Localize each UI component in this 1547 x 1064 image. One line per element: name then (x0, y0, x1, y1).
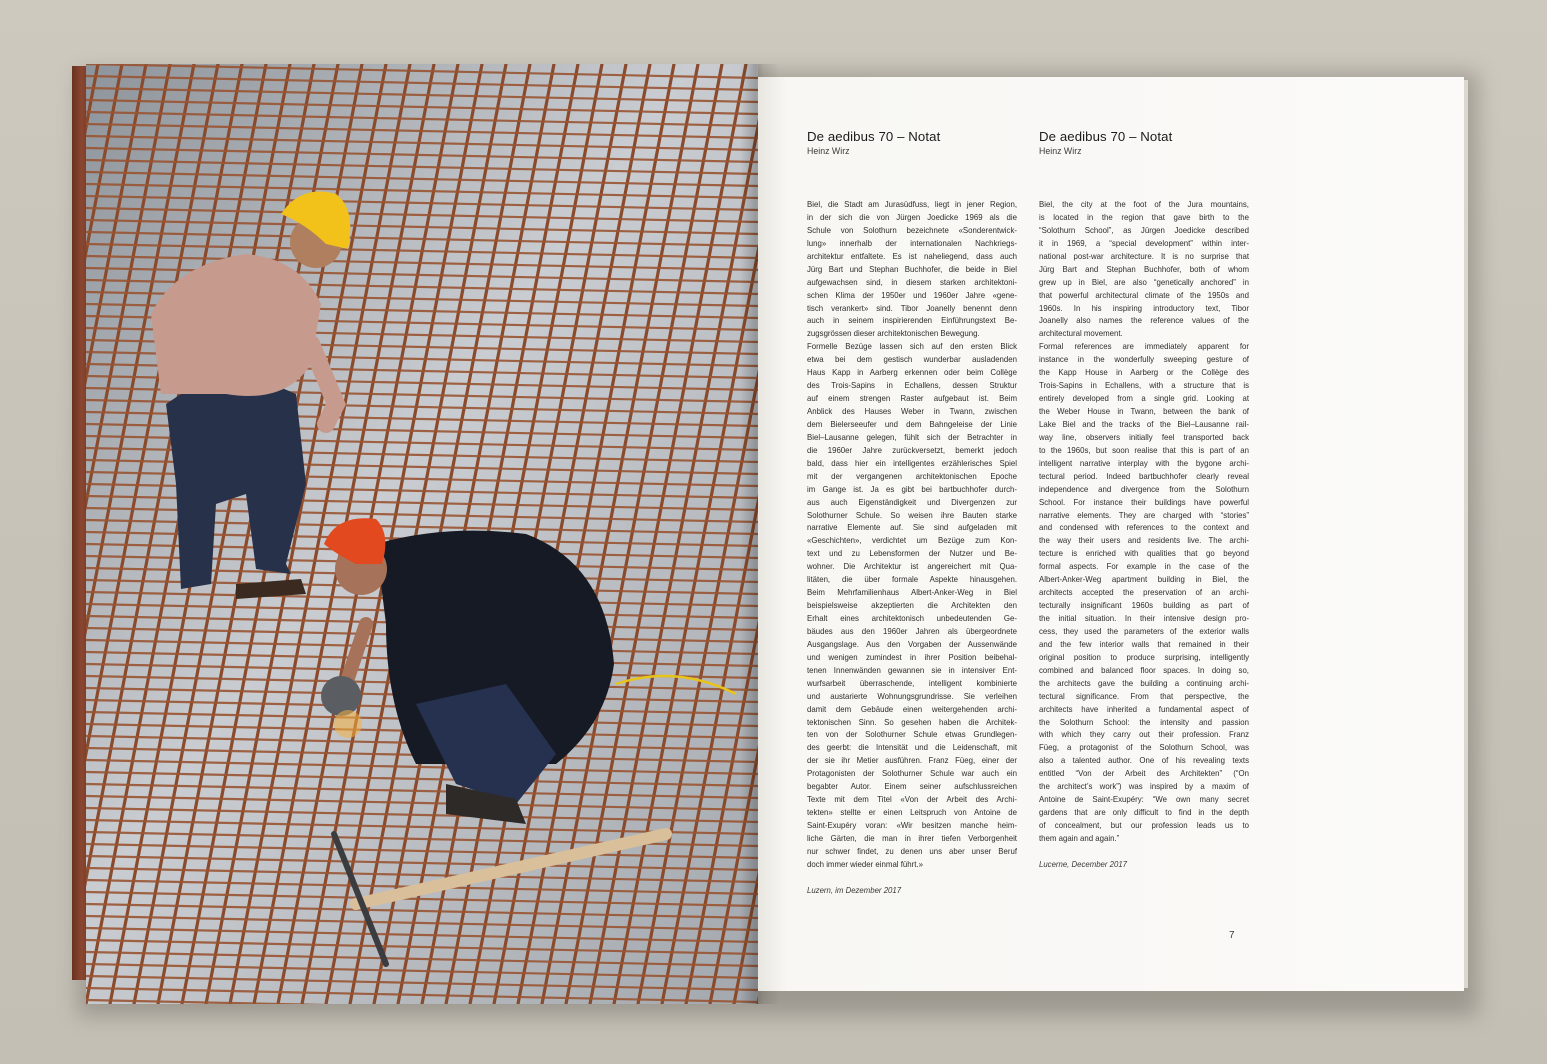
text-line: and the few interior walls that remained in their (1039, 639, 1249, 649)
text-line: School. For instance their buildings have powerful (1039, 497, 1249, 507)
german-column (807, 129, 1017, 897)
text-line: lung» innerhalb der internationalen Nachkriegs- (807, 238, 1017, 248)
text-line: with which they carry out their profession. Franz (1039, 730, 1249, 740)
text-line: the Kapp House in Aarberg or the Collège des (1039, 368, 1249, 378)
text-line: dem Bielerseeufer und dem Bahngeleise der Linie (807, 419, 1017, 429)
text-line: independence and divergence from the Solothurn (1039, 484, 1249, 494)
text-line: entirely developed from a single grid. Looking at (1039, 394, 1249, 404)
text-line: text und zu Lebensformen der Nutzer und Be- (807, 549, 1017, 559)
text-line: Ausgangslage. Aus den Vorgaben der Aussenwände (807, 639, 1017, 649)
text-line: architects accepted the preservation of an archi- (1039, 588, 1249, 598)
text-line: etwa bei dem gestisch wunderbar ausladenden (807, 355, 1017, 365)
text-line: Biel, die Stadt am Jurasüdfuss, liegt in jener Region, (807, 200, 1017, 209)
text-line: “Solothurn School”, as Jürgen Joedicke described (1039, 225, 1249, 235)
text-line: is located in the region that gave birth to the (1039, 212, 1249, 222)
angle-grinder (321, 676, 361, 716)
text-line: in der sich die von Jürgen Joedicke 1969 als die (807, 212, 1017, 222)
text-line: Protagonisten der Solothurner Schule war auch ein (807, 769, 1017, 779)
text-line: und austarierte Wohnungsgrundrisse. Sie verleihen (807, 691, 1017, 701)
text-line: Lake Biel and the tracks of the Biel–Lausanne rail- (1039, 419, 1249, 429)
text-line: Anblick des Hauses Weber in Twann, zwischen (807, 407, 1017, 416)
text-line: the architect’s work”) was inspired by a maxim of (1039, 782, 1249, 792)
page-number: 7 (1229, 930, 1235, 941)
text-line: des Trois-Sapins in Echallens, dessen Struktur (807, 381, 1017, 391)
grinder-sparks (334, 710, 362, 738)
text-line: the architects gave the building a continuing archi- (1039, 678, 1249, 688)
text-line: intelligent narrative interplay with the bygone archi- (1039, 458, 1249, 468)
text-line: beispielsweise akzeptierten die Architekten den (807, 601, 1017, 611)
text-line: and condensed with references to the context and (1039, 523, 1249, 533)
text-line: also a talented author. One of his revealing texts (1039, 756, 1249, 766)
text-line: tecture is enriched with qualities that go beyond (1039, 549, 1249, 559)
text-line: Solothurner Schule. So weisen ihre Bauten starke (807, 510, 1017, 520)
text-line: ten von der Solothurner Schule etwas Grundlegen- (807, 730, 1017, 740)
german-title: De aedibus 70 – Notat (807, 129, 941, 144)
text-line: und wenigen zumindest in ihrer Position beibehal- (807, 652, 1017, 662)
english-body-text (1039, 199, 1249, 846)
text-line: tecturally insignificant 1960s building as part of (1039, 601, 1249, 611)
left-page-photo (86, 64, 758, 1004)
text-line: damit dem Gebäude einen weitergehenden archi- (807, 704, 1017, 714)
german-signoff: Luzern, im Dezember 2017 (807, 885, 902, 895)
text-line: nur schwer findet, zu denen uns aber unser Beruf (807, 846, 1017, 856)
text-line: it in 1969, a “special development” within inter- (1039, 238, 1249, 248)
text-line: Jürg Bart und Stephan Buchhofer, die beide in Biel (807, 264, 1017, 274)
text-line: tectural significance. From that perspective, the (1039, 691, 1249, 701)
text-line: Schule von Solothurn bezeichnete «Sonderentwick- (807, 225, 1017, 235)
english-title: De aedibus 70 – Notat (1039, 129, 1173, 144)
text-line: architectural movement. (1039, 329, 1123, 339)
text-line: bäudes aus den 1960er Jahren als übergeordnete (807, 626, 1017, 636)
text-line: the Solothurn School: the intensity and passion (1039, 717, 1249, 727)
text-line: the initial situation. In their intensive design pro- (1039, 614, 1249, 623)
text-line: national post-war architecture. It is no surprise that (1039, 251, 1249, 261)
text-line: formal aspects. For example in the case of the (1039, 562, 1249, 572)
english-author: Heinz Wirz (1039, 146, 1082, 156)
text-line: Formal references are immediately apparent for (1039, 342, 1249, 352)
text-line: Biel–Lausanne gelegen, fühlt sich der Betrachter in (807, 432, 1017, 442)
text-line: bald, dass hier ein intelligentes erzählerisches Spiel (807, 458, 1017, 468)
text-line: tectural period. Indeed bartbuchhofer clearly reveal (1039, 471, 1249, 481)
text-line: wurfsarbeit überraschende, intelligent kombinierte (807, 678, 1017, 688)
text-line: schen Klima der 1950er und 1960er Jahre «gene- (807, 290, 1017, 300)
text-line: liche Gärten, die man in ihrer tiefen Verborgenheit (807, 833, 1017, 843)
text-line: Trois-Sapins in Echallens, with a structure that is (1039, 381, 1249, 391)
text-line: the way their users and residents live. The archi- (1039, 536, 1249, 546)
text-line: Albert-Anker-Weg apartment building in Biel, the (1039, 575, 1249, 585)
text-line: doch immer wieder einmal führt.» (807, 859, 923, 869)
text-line: way line, observers initially feel transported back (1039, 432, 1249, 442)
construction-photo (86, 64, 758, 1004)
german-author: Heinz Wirz (807, 146, 850, 156)
text-line: Joanelly also names the reference values of the (1039, 316, 1249, 326)
text-line: to the 1960s, but soon realise that this is part of an (1039, 445, 1249, 455)
text-line: 1960s. In his inspiring introductory text, Tibor (1039, 303, 1249, 313)
text-line: des geerbt: die Intensität und die Leidenschaft, mit (807, 743, 1017, 753)
text-line: Erhalt eines architektonisch unbedeutenden Ge- (807, 614, 1017, 623)
text-line: Haus Kapp in Aarberg erkennen oder beim Collège (807, 368, 1017, 378)
text-line: litäten, die über formale Aspekte hinausgehen. (807, 575, 1017, 585)
text-line: aus auch Eigenständigkeit und Divergenzen zur (807, 497, 1017, 507)
text-line: der sie ihr Metier ausführen. Franz Füeg, einer der (807, 756, 1017, 766)
text-line: grew up in Biel, are also “genetically anchored” in (1039, 277, 1249, 287)
text-line: Saint-Exupéry voran: «Wir besitzen manche heim- (807, 821, 1017, 830)
text-line: «Geschichten», verdichtet um Bezüge zum Kon- (807, 536, 1017, 546)
text-line: gardens that are only difficult to find in the depth (1039, 808, 1249, 818)
text-line: tenen Innenwänden gewannen sie in intensiver Ent- (807, 665, 1017, 675)
text-line: auch in seinem inspirierenden Einführungstext Be- (807, 316, 1017, 326)
text-line: narrative elements. They are charged with “stories” (1039, 510, 1249, 520)
right-page (758, 77, 1464, 991)
text-line: begabter Autor. Einem seiner aufschlussreichen (807, 782, 1017, 792)
text-line: auf einem strengen Raster aufgebaut ist. Beim (807, 394, 1017, 404)
text-line: of concealment, but our profession leads us to (1039, 821, 1249, 830)
text-line: narrative Elemente auf. Sie sind aufgeladen mit (807, 523, 1017, 533)
text-line: aufgewachsen sind, in diesem starken architektoni- (807, 277, 1017, 287)
text-line: combined and balanced floor spaces. In doing so, (1039, 665, 1249, 675)
text-line: Biel, the city at the foot of the Jura mountains, (1039, 200, 1249, 209)
text-line: zugsgrössen dieser architektonischen Bewegung. (807, 329, 980, 339)
text-line: Formelle Bezüge lassen sich auf den ersten Blick (807, 342, 1017, 352)
english-signoff: Lucerne, December 2017 (1039, 859, 1127, 869)
text-line: instance in the wonderfully sweeping gesture of (1039, 355, 1249, 365)
text-line: architektur entfaltete. Es ist naheliegend, dass auch (807, 251, 1017, 261)
text-line: that powerful architectural climate of the 1950s and (1039, 290, 1249, 300)
page-edge-stack (1464, 80, 1468, 988)
text-line: mit der vergangenen architektonischen Epoche (807, 471, 1017, 481)
text-line: cess, they used the parameters of the exterior walls (1039, 626, 1249, 636)
text-line: tekten» stellte er einen Leitspruch von Antoine de (807, 808, 1017, 818)
text-line: original position to produce surprising, intelligently (1039, 652, 1249, 662)
text-line: entitled “Von der Arbeit des Architekten” (“On (1039, 769, 1249, 779)
text-line: im Gange ist. Ja es gibt bei bartbuchhofer durch- (807, 484, 1017, 494)
text-line: Antoine de Saint-Exupéry: “We own many secret (1039, 795, 1249, 805)
german-body-text (807, 199, 1017, 872)
text-line: wohner. Die Architektur ist angereichert mit Qua- (807, 562, 1017, 572)
text-line: tektonischen Sinn. So gesehen haben die Architek- (807, 717, 1017, 727)
text-line: Texte mit dem Titel «Von der Arbeit des Archi- (807, 795, 1017, 805)
text-line: architects have inherited a fundamental aspect of (1039, 704, 1249, 714)
text-line: them again and again.” (1039, 833, 1120, 843)
english-column (1039, 129, 1249, 871)
text-line: tisch verankert» sind. Tibor Joanelly benennt denn (807, 303, 1017, 313)
text-line: the Weber House in Twann, between the bank of (1039, 407, 1249, 416)
text-line: Jürg Bart and Stephan Buchhofer, both of whom (1039, 264, 1249, 274)
text-line: die 1960er Jahre zurückversetzt, bemerkt jedoch (807, 445, 1017, 455)
text-line: Beim Mehrfamilienhaus Albert-Anker-Weg in Biel (807, 588, 1017, 598)
text-line: Füeg, a protagonist of the Solothurn School, was (1039, 743, 1249, 753)
